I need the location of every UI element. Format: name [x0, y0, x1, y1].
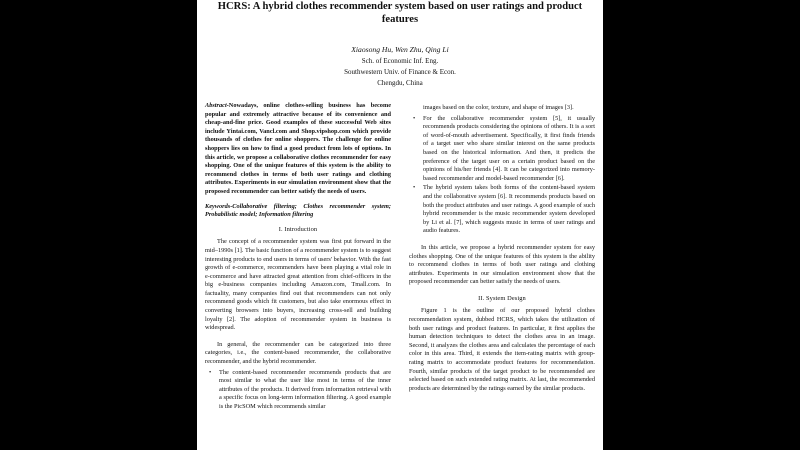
abstract-text: Nowadays, online clothes-selling business has become popular and extremely attractive because of its convenience and cheap-and-fine price. Good examples of these successful Web sites include Yintai.com, Vancl.com and Shop.vipshop.com which provide thousands of clothes for online shoppers. The challenge for online shoppers lies on how to find a good product from lots of options. In this article, we propose a collaborative clothes recommender for easy shopping. One of the unique features of this system is the ability to recommend clothes in terms of both user ratings and clothing attributes. Experiments in our simulation environment show that the proposed recommender can better satisfy the needs of users.	[205, 102, 391, 195]
list-item: • The hybrid system takes both forms of the content-based system and the collaborative system [6]. It recommends products based on both the product attributes and user ratings. A good example of such hybrid recommender is the music recommender system developed by Li et al. [7], which suggests music in terms of user ratings and audio features.	[409, 184, 595, 236]
intro-paragraph: The concept of a recommender system was first put forward in the mid–1990s [1]. The basic function of a recommender system is to suggest interesting products to end users in terms of users' behavior. With the fast growth of e-commerce, recommenders have been playing a vital role in e-commerce and have attracted great attention from chief-officers in the big e-business companies including Amazon.com, Tmall.com. In factuality, many companies find out that recommenders can not only recommend goods which fit customers, but also take enormous effect in converting browsers into buyers, increasing cross-sell and building loyalty [2]. The adoption of recommender system in business is widespread.	[205, 238, 391, 332]
section-heading-system-design: II. System Design	[478, 294, 526, 302]
abstract-lead: Abstract-	[205, 102, 229, 109]
category-list	[409, 115, 595, 236]
list-item-continuation: images based on the color, texture, and shape of images [3].	[423, 104, 574, 111]
affiliation-line: Sch. of Economic Inf. Eng.	[361, 57, 439, 65]
design-paragraph: Figure 1 is the outline of our proposed hybrid clothes recommendation system, dubbed HCRS, which takes the utilization of both user ratings and product features. In particular, it first applies the human detection techniques to detect the clothes area in an image. Second, it analyzes the clothes area and calculates the percentage of each color in this area. Third, it extends the item-rating matrix with group-rating matrix to accommodate product features for recommendation. Fourth, similar products of the target product to be recommended are selected based on such extended rating matrix. At last, the recommended products are determined by the ratings earned by the similar products.	[409, 307, 595, 392]
right-column	[409, 104, 595, 393]
paper-title: HCRS: A hybrid clothes recommender system based on user ratings and product features	[217, 1, 583, 25]
keywords: Keywords-Collaborative filtering; Clothes recommender system; Probabilistic model; Information filtering	[205, 202, 391, 219]
list-item: • For the collaborative recommender system [5], it usually recommends products considering the opinions of others. It is a sort of word-of-mouth advertisement. Specifically, it first finds friends of a target user who share similar interest on the same products based on the historical information. And then, it predicts the preference of the target user on a certain product based on the opinions of his/her friends [4]. It can be categorized into memory-based recommender and model-based recommender [6].	[409, 115, 595, 184]
list-item: • The content-based recommender recommends products that are most similar to what the user like most in terms of the inner attributes of the products. It derived from information retrieval with a specific focus on long-term information filtering. A good example is the PicSOM which recommends similar	[205, 369, 391, 412]
abstract	[205, 102, 391, 197]
category-list	[205, 369, 391, 412]
intro-paragraph: In this article, we propose a hybrid recommender system for easy clothes shopping. One of the unique features of this system is the ability to recommend clothes in terms of both user ratings and clothing attributes. Experiments in our simulation environment show that the proposed recommender can better satisfy the needs of users.	[409, 243, 595, 286]
affiliation-line: Chengdu, China	[377, 79, 423, 87]
affiliation-line: Southwestern Univ. of Finance & Econ.	[344, 68, 456, 76]
author-names: Xiaosong Hu, Wen Zhu, Qing Li	[351, 45, 449, 54]
intro-paragraph: In general, the recommender can be categorized into three categories, i.e., the content-based recommender, the collaborative recommender, and the hybrid recommender.	[205, 340, 391, 366]
paper-page	[197, 0, 603, 450]
section-heading-introduction: I. Introduction	[278, 225, 318, 233]
left-column	[205, 102, 391, 413]
author-block	[197, 44, 603, 89]
